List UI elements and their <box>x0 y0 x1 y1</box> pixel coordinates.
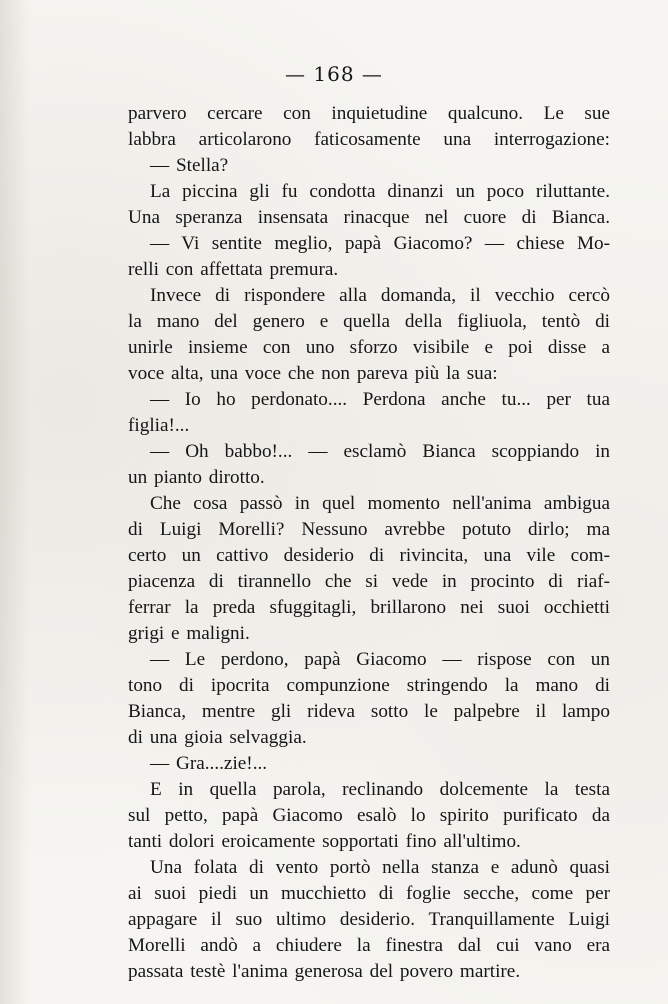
text-line: di una gioia selvaggia. <box>128 727 307 748</box>
text-line: la mano del genero e quella della figliuola, tentò di <box>128 311 610 332</box>
text-line: ferrar la preda sfuggitagli, brillarono nei suoi occhietti <box>128 597 610 618</box>
text-line: unirle insieme con uno sforzo visibile e poi disse a <box>128 337 610 358</box>
text-line: appagare il suo ultimo desiderio. Tranquillamente Luigi <box>128 909 610 930</box>
text-line: ai suoi piedi un mucchietto di foglie secche, come per <box>128 883 610 904</box>
page-number: — 168 — <box>285 62 383 86</box>
text-line: — Gra....zie!... <box>150 753 268 774</box>
text-line: grigi e maligni. <box>128 623 250 644</box>
text-line: — Io ho perdonato.... Perdona anche tu... per tua <box>150 389 610 410</box>
text-line: tanti dolori eroicamente sopportati fino all'ultimo. <box>128 831 521 852</box>
text-line: figlia!... <box>128 415 190 436</box>
text-line: voce alta, una voce che non pareva più la sua: <box>128 363 498 384</box>
text-line: E in quella parola, reclinando dolcemente la testa <box>150 779 610 800</box>
text-line: parvero cercare con inquietudine qualcuno. Le sue <box>128 103 610 124</box>
text-line: Bianca, mentre gli rideva sotto le palpebre il lampo <box>128 701 610 722</box>
page-body-text <box>128 101 610 985</box>
text-line: — Stella? <box>150 155 229 176</box>
text-line: passata testè l'anima generosa del povero martire. <box>128 961 521 982</box>
text-line: La piccina gli fu condotta dinanzi un poco riluttante. <box>150 181 610 202</box>
text-line: labbra articolarono faticosamente una interrogazione: <box>128 129 610 150</box>
text-line: — Oh babbo!... — esclamò Bianca scoppiando in <box>150 441 610 462</box>
text-line: Che cosa passò in quel momento nell'anima ambigua <box>150 493 610 514</box>
page-edge-shadow <box>0 0 30 1004</box>
text-line: piacenza di tirannello che si vede in procinto di riaf- <box>128 571 610 592</box>
text-line: — Le perdono, papà Giacomo — rispose con un <box>150 649 610 670</box>
text-line: un pianto dirotto. <box>128 467 265 488</box>
text-line: Invece di rispondere alla domanda, il vecchio cercò <box>150 285 610 306</box>
text-line: relli con affettata premura. <box>128 259 339 280</box>
text-line: Una speranza insensata rinacque nel cuore di Bianca. <box>128 207 610 228</box>
text-line: sul petto, papà Giacomo esalò lo spirito purificato da <box>128 805 610 826</box>
text-line: di Luigi Morelli? Nessuno avrebbe potuto dirlo; ma <box>128 519 610 540</box>
text-line: certo un cattivo desiderio di rivincita, una vile com- <box>128 545 610 566</box>
text-line: Morelli andò a chiudere la finestra dal cui vano era <box>128 935 610 956</box>
text-line: Una folata di vento portò nella stanza e adunò quasi <box>150 857 610 878</box>
text-line: tono di ipocrita compunzione stringendo la mano di <box>128 675 610 696</box>
text-line: — Vi sentite meglio, papà Giacomo? — chiese Mo- <box>150 233 610 254</box>
